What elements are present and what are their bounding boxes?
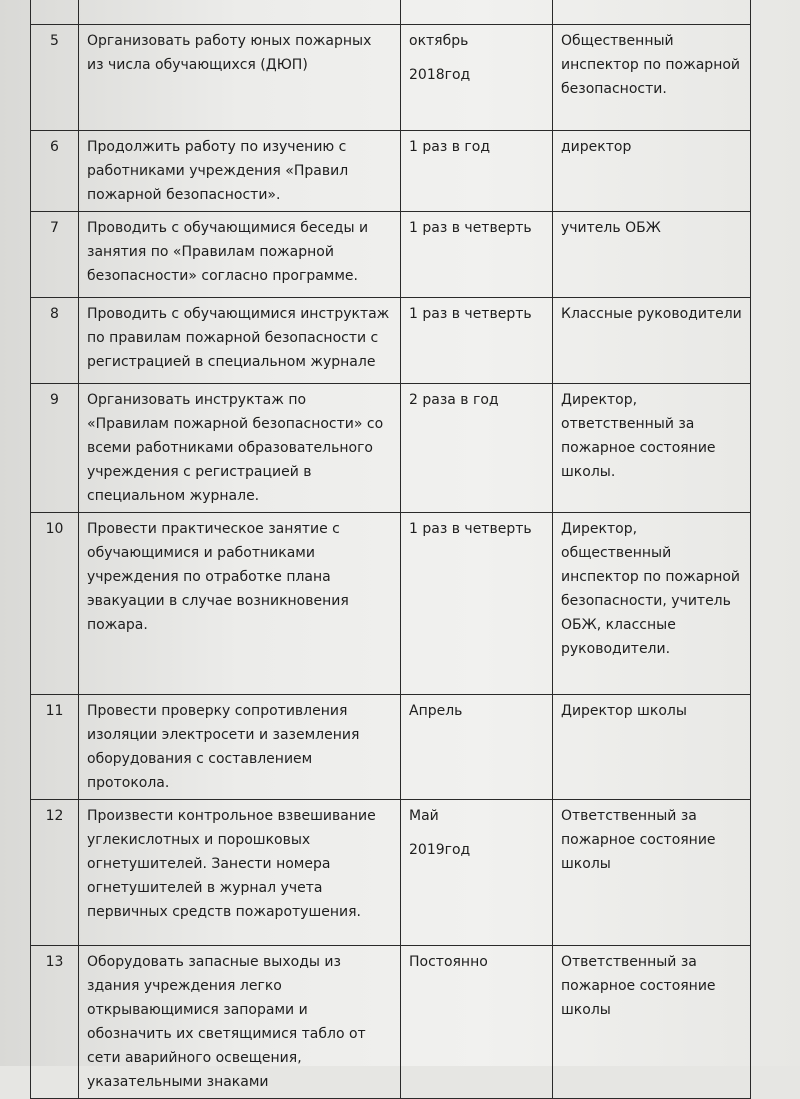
term-cell (401, 25, 553, 131)
row-number: 6 (31, 131, 79, 212)
event-text: Произвести контрольное взвешивание углекислотных и порошковых огнетушителей. Занести номера огнетушителей в журнал учета первичных средств пожаротушения. (79, 800, 401, 946)
event-text: Продолжить работу по изучению с работниками учреждения «Правил пожарной безопасности». (79, 131, 401, 212)
table-row (31, 384, 751, 513)
row-number: 8 (31, 298, 79, 384)
table-row (31, 131, 751, 212)
responsible-text: учитель ОБЖ (553, 212, 751, 298)
event-text: Проводить с обучающимися беседы и занятия по «Правилам пожарной безопасности» согласно программе. (79, 212, 401, 298)
row-number: 5 (31, 25, 79, 131)
responsible-text: директор (553, 131, 751, 212)
term-text: 1 раз в год (401, 131, 553, 212)
event-text: Организовать работу юных пожарных из числа обучающихся (ДЮП) (79, 25, 401, 131)
table-row (31, 513, 751, 695)
table-row (31, 946, 751, 1099)
responsible-text: Ответственный за пожарное состояние школы (553, 946, 751, 1099)
event-text: Провести практическое занятие с обучающимися и работниками учреждения по отработке плана эвакуации в случае возникновения пожара. (79, 513, 401, 695)
responsible-text: Директор, общественный инспектор по пожарной безопасности, учитель ОБЖ, классные руководители. (553, 513, 751, 695)
term-year: 2018год (409, 67, 471, 83)
term-cell (401, 800, 553, 946)
responsible-text: Директор школы (553, 695, 751, 800)
responsible-text: Директор, ответственный за пожарное состояние школы. (553, 384, 751, 513)
cell-responsible (553, 0, 751, 25)
term-year: 2019год (409, 842, 471, 858)
term-text: октябрь (409, 33, 469, 49)
cell-event (79, 0, 401, 25)
term-text: Постоянно (401, 946, 553, 1099)
row-number: 13 (31, 946, 79, 1099)
cell-term (401, 0, 553, 25)
term-text: Май (409, 808, 439, 824)
row-number: 12 (31, 800, 79, 946)
term-text: 1 раз в четверть (401, 212, 553, 298)
row-number: 9 (31, 384, 79, 513)
fire-safety-plan-table (30, 0, 751, 1099)
table-row (31, 212, 751, 298)
term-text: 2 раза в год (401, 384, 553, 513)
term-text: 1 раз в четверть (401, 298, 553, 384)
responsible-text: Классные руководители (553, 298, 751, 384)
cell-num (31, 0, 79, 25)
row-number: 10 (31, 513, 79, 695)
responsible-text: Ответственный за пожарное состояние школы (553, 800, 751, 946)
row-number: 11 (31, 695, 79, 800)
row-number: 7 (31, 212, 79, 298)
table-row (31, 800, 751, 946)
table-row (31, 25, 751, 131)
event-text: Провести проверку сопротивления изоляции электросети и заземления оборудования с составлением протокола. (79, 695, 401, 800)
term-text: 1 раз в четверть (401, 513, 553, 695)
event-text: Проводить с обучающимися инструктаж по правилам пожарной безопасности с регистрацией в специальном журнале (79, 298, 401, 384)
table-row-partial (31, 0, 751, 25)
term-text: Апрель (401, 695, 553, 800)
event-text: Организовать инструктаж по «Правилам пожарной безопасности» со всеми работниками образовательного учреждения с регистрацией в специальном журнале. (79, 384, 401, 513)
event-text: Оборудовать запасные выходы из здания учреждения легко открывающимися запорами и обозначить их светящимися табло от сети аварийного освещения, указательными знаками (79, 946, 401, 1099)
table-row (31, 695, 751, 800)
responsible-text: Общественный инспектор по пожарной безопасности. (553, 25, 751, 131)
table-row (31, 298, 751, 384)
